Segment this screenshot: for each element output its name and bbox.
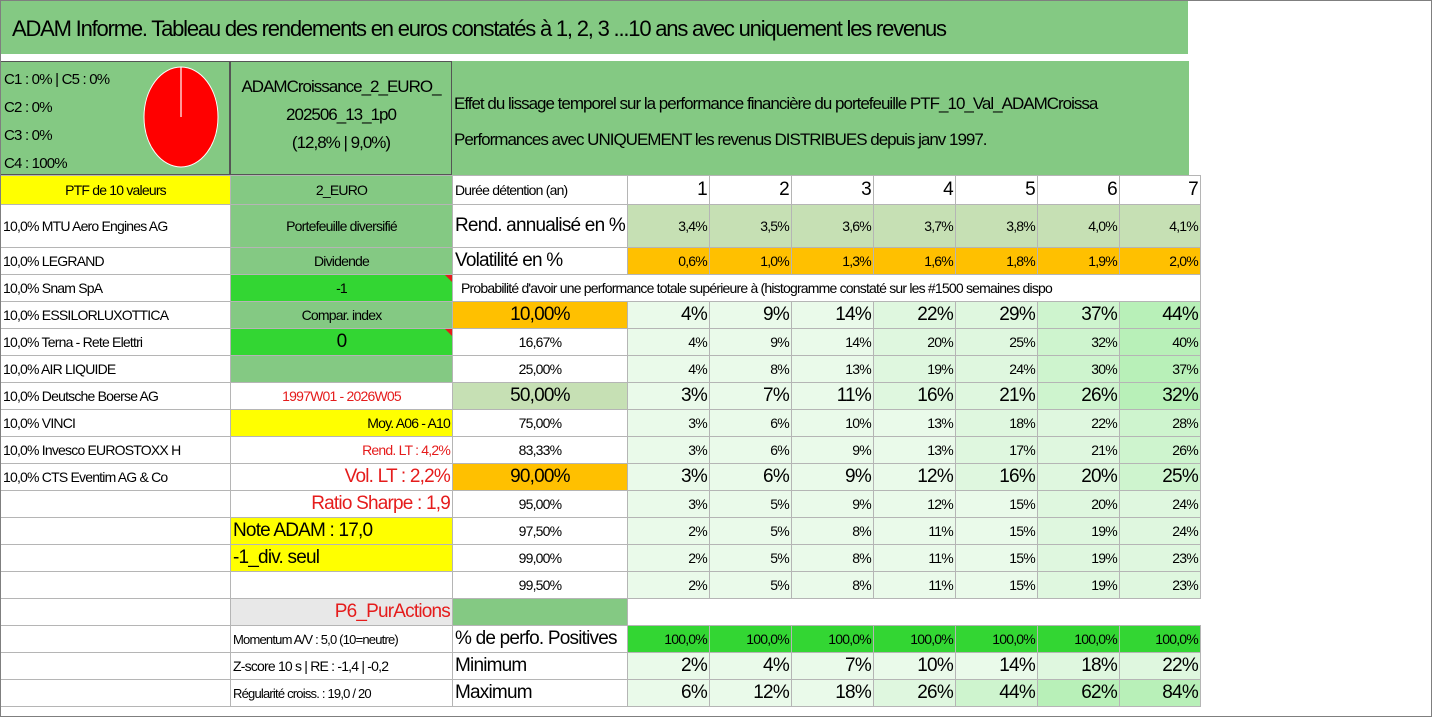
proba-value: 19% (1037, 572, 1119, 599)
proba-threshold: 25,00% (453, 356, 628, 383)
table-row (1, 329, 1201, 356)
vol-value: 0,6% (627, 248, 709, 275)
div-seul-label: -1_div. seul (231, 545, 453, 572)
proba-value: 11% (873, 518, 955, 545)
allocation-line: C2 : 0% (4, 99, 52, 116)
rend-value: 3,7% (873, 205, 955, 248)
empty-cell (1, 626, 231, 653)
min-value: 7% (791, 653, 873, 680)
proba-value: 7% (709, 383, 791, 410)
proba-value: 21% (955, 383, 1037, 410)
vol-value: 1,6% (873, 248, 955, 275)
fund-name-box (230, 61, 452, 175)
year-header: 4 (873, 176, 955, 205)
table-row (1, 356, 1201, 383)
proba-value: 13% (791, 356, 873, 383)
proba-value: 26% (1119, 437, 1200, 464)
proba-threshold: 97,50% (453, 518, 628, 545)
proba-value: 2% (627, 518, 709, 545)
table-row (1, 275, 1201, 302)
table-row (1, 248, 1201, 275)
proba-value: 15% (955, 545, 1037, 572)
rend-value: 4,0% (1037, 205, 1119, 248)
proba-value: 9% (791, 464, 873, 491)
year-header: 2 (709, 176, 791, 205)
empty-cell (1, 518, 231, 545)
proba-value: 6% (709, 464, 791, 491)
empty-cell (453, 599, 628, 626)
proba-threshold: 99,50% (453, 572, 628, 599)
table-row (1, 491, 1201, 518)
year-header: 3 (791, 176, 873, 205)
proba-value: 2% (627, 545, 709, 572)
proba-value: 9% (709, 302, 791, 329)
proba-value: 11% (791, 383, 873, 410)
table-row (1, 572, 1201, 599)
description-box (452, 61, 1189, 175)
proba-value: 15% (955, 491, 1037, 518)
max-value: 84% (1119, 680, 1200, 707)
proba-threshold: 50,00% (453, 383, 628, 410)
proba-value: 22% (1037, 410, 1119, 437)
proba-value: 22% (873, 302, 955, 329)
proba-threshold: 99,00% (453, 545, 628, 572)
min-value: 2% (627, 653, 709, 680)
proba-value: 37% (1037, 302, 1119, 329)
proba-value: 19% (1037, 518, 1119, 545)
proba-value: 11% (873, 572, 955, 599)
duree-label: Durée détention (an) (453, 176, 628, 205)
rend-value: 3,8% (955, 205, 1037, 248)
proba-value: 14% (791, 329, 873, 356)
pos-value: 100,0% (1119, 626, 1200, 653)
note-adam-label: Note ADAM : 17,0 (231, 518, 453, 545)
table-row (1, 437, 1201, 464)
min-value: 4% (709, 653, 791, 680)
proba-value: 11% (873, 545, 955, 572)
proba-value: 15% (955, 518, 1037, 545)
table-row (1, 410, 1201, 437)
table-row (1, 626, 1201, 653)
table-row (1, 383, 1201, 410)
allocation-line: C1 : 0% | C5 : 0% (4, 71, 110, 88)
proba-value: 29% (955, 302, 1037, 329)
rend-value: 3,4% (627, 205, 709, 248)
proba-value: 17% (955, 437, 1037, 464)
proba-value: 3% (627, 410, 709, 437)
vol-value: 1,9% (1037, 248, 1119, 275)
dividende-value: -1 (231, 275, 453, 302)
table-row (1, 545, 1201, 572)
proba-value: 3% (627, 437, 709, 464)
empty-cell (231, 356, 453, 383)
proba-value: 12% (873, 491, 955, 518)
empty-cell (1, 572, 231, 599)
holding-name: 10,0% Invesco EUROSTOXX H (1, 437, 231, 464)
holding-name: 10,0% VINCI (1, 410, 231, 437)
proba-value: 9% (791, 437, 873, 464)
rend-lt-label: Rend. LT : 4,2% (231, 437, 453, 464)
dividende-label: Dividende (231, 248, 453, 275)
proba-value: 20% (1037, 464, 1119, 491)
proba-value: 5% (709, 572, 791, 599)
proba-value: 5% (709, 545, 791, 572)
holding-name: 10,0% Deutsche Boerse AG (1, 383, 231, 410)
max-value: 26% (873, 680, 955, 707)
proba-value: 25% (955, 329, 1037, 356)
proba-value: 23% (1119, 545, 1200, 572)
pos-value: 100,0% (955, 626, 1037, 653)
proba-value: 20% (1037, 491, 1119, 518)
vol-value: 1,3% (791, 248, 873, 275)
pos-value: 100,0% (791, 626, 873, 653)
compar-label: Compar. index (231, 302, 453, 329)
fund-name-line2: 202506_13_1p0 (286, 105, 396, 124)
min-value: 22% (1119, 653, 1200, 680)
proba-threshold: 90,00% (453, 464, 628, 491)
proba-value: 20% (873, 329, 955, 356)
vol-value: 2,0% (1119, 248, 1200, 275)
empty-cell (1, 680, 231, 707)
proba-value: 15% (955, 572, 1037, 599)
pos-value: 100,0% (1037, 626, 1119, 653)
max-value: 6% (627, 680, 709, 707)
proba-threshold: 10,00% (453, 302, 628, 329)
year-header: 6 (1037, 176, 1119, 205)
proba-value: 16% (873, 383, 955, 410)
max-value: 62% (1037, 680, 1119, 707)
year-header: 1 (627, 176, 709, 205)
zscore-label: Z-score 10 s | RE : -1,4 | -0,2 (231, 653, 453, 680)
max-value: 18% (791, 680, 873, 707)
max-value: 44% (955, 680, 1037, 707)
empty-cell (1, 491, 231, 518)
regularite-label: Régularité croiss. : 19,0 / 20 (231, 680, 453, 707)
table-row (1, 205, 1201, 248)
empty-cell (1, 545, 231, 572)
proba-value: 8% (791, 545, 873, 572)
performance-table (0, 175, 1201, 707)
proba-value: 24% (955, 356, 1037, 383)
max-label: Maximum (453, 680, 628, 707)
vol-value: 1,0% (709, 248, 791, 275)
min-value: 18% (1037, 653, 1119, 680)
proba-value: 28% (1119, 410, 1200, 437)
pos-value: 100,0% (709, 626, 791, 653)
table-row (1, 653, 1201, 680)
proba-value: 5% (709, 491, 791, 518)
vol-value: 1,8% (955, 248, 1037, 275)
proba-value: 3% (627, 464, 709, 491)
allocation-pie-chart (143, 66, 219, 168)
proba-value: 37% (1119, 356, 1200, 383)
proba-value: 6% (709, 410, 791, 437)
proba-value: 30% (1037, 356, 1119, 383)
portefeuille-label: Portefeuille diversifié (231, 205, 453, 248)
proba-value: 3% (627, 383, 709, 410)
proba-value: 24% (1119, 518, 1200, 545)
proba-value: 10% (791, 410, 873, 437)
min-value: 14% (955, 653, 1037, 680)
period-label: 1997W01 - 2026W05 (231, 383, 453, 410)
proba-value: 4% (627, 356, 709, 383)
proba-value: 23% (1119, 572, 1200, 599)
allocation-line: C4 : 100% (4, 155, 67, 172)
proba-value: 4% (627, 329, 709, 356)
proba-threshold: 83,33% (453, 437, 628, 464)
page-title: ADAM Informe. Tableau des rendements en euros constatés à 1, 2, 3 ...10 ans avec uniquement les revenus (0, 0, 1189, 54)
proba-value: 9% (791, 491, 873, 518)
proba-value: 32% (1119, 383, 1200, 410)
proba-value: 8% (791, 572, 873, 599)
min-value: 10% (873, 653, 955, 680)
proba-value: 6% (709, 437, 791, 464)
momentum-label: Momentum A/V : 5,0 (10=neutre) (231, 626, 453, 653)
table-row (1, 599, 1201, 626)
moy-label: Moy. A06 - A10 (231, 410, 453, 437)
holding-name: 10,0% LEGRAND (1, 248, 231, 275)
proba-threshold: 75,00% (453, 410, 628, 437)
proba-value: 13% (873, 410, 955, 437)
holding-name: 10,0% ESSILORLUXOTTICA (1, 302, 231, 329)
proba-value: 25% (1119, 464, 1200, 491)
proba-value: 2% (627, 572, 709, 599)
table-row (1, 518, 1201, 545)
proba-value: 21% (1037, 437, 1119, 464)
allocation-line: C3 : 0% (4, 127, 52, 144)
table-header-row (1, 176, 1201, 205)
proba-value: 40% (1119, 329, 1200, 356)
table-row (1, 302, 1201, 329)
table-row (1, 680, 1201, 707)
proba-value: 3% (627, 491, 709, 518)
sharpe-label: Ratio Sharpe : 1,9 (231, 491, 453, 518)
table-row (1, 464, 1201, 491)
holding-name: 10,0% CTS Eventim AG & Co (1, 464, 231, 491)
description-line2: Performances avec UNIQUEMENT les revenus DISTRIBUES depuis janv 1997. (454, 130, 987, 149)
empty-cell (1, 653, 231, 680)
fund-name-line3: (12,8% | 9,0%) (291, 133, 391, 152)
proba-value: 19% (1037, 545, 1119, 572)
proba-value: 9% (709, 329, 791, 356)
probability-label: Probabilité d'avoir une performance totale supérieure à (histogramme constaté sur les #1500 semaines dispo (453, 275, 1201, 302)
year-header: 5 (955, 176, 1037, 205)
holding-name: 10,0% Snam SpA (1, 275, 231, 302)
compar-value: 0 (231, 329, 453, 356)
pos-label: % de perfo. Positives (453, 626, 628, 653)
proba-value: 24% (1119, 491, 1200, 518)
min-label: Minimum (453, 653, 628, 680)
proba-value: 44% (1119, 302, 1200, 329)
rend-value: 3,6% (791, 205, 873, 248)
empty-cell (627, 599, 1200, 626)
proba-value: 5% (709, 518, 791, 545)
proba-value: 8% (709, 356, 791, 383)
description-line1: Effet du lissage temporel sur la performance financière du portefeuille PTF_10_Val_ADAMCroissa (454, 94, 1098, 113)
proba-value: 8% (791, 518, 873, 545)
proba-value: 12% (873, 464, 955, 491)
pos-value: 100,0% (873, 626, 955, 653)
rend-label: Rend. annualisé en % (453, 205, 628, 248)
proba-value: 14% (791, 302, 873, 329)
ptf-label: PTF de 10 valeurs (1, 176, 231, 205)
proba-value: 32% (1037, 329, 1119, 356)
max-value: 12% (709, 680, 791, 707)
vol-label: Volatilité en % (453, 248, 628, 275)
proba-value: 26% (1037, 383, 1119, 410)
pos-value: 100,0% (627, 626, 709, 653)
proba-value: 4% (627, 302, 709, 329)
holding-name: 10,0% AIR LIQUIDE (1, 356, 231, 383)
proba-threshold: 95,00% (453, 491, 628, 518)
vol-lt-label: Vol. LT : 2,2% (231, 464, 453, 491)
year-header: 7 (1119, 176, 1200, 205)
proba-value: 13% (873, 437, 955, 464)
empty-cell (231, 572, 453, 599)
proba-value: 16% (955, 464, 1037, 491)
p6-label: P6_PurActions (231, 599, 453, 626)
holding-name: 10,0% MTU Aero Engines AG (1, 205, 231, 248)
proba-threshold: 16,67% (453, 329, 628, 356)
proba-value: 18% (955, 410, 1037, 437)
currency-label: 2_EURO (231, 176, 453, 205)
rend-value: 4,1% (1119, 205, 1200, 248)
empty-cell (1, 599, 231, 626)
rend-value: 3,5% (709, 205, 791, 248)
fund-name-line1: ADAMCroissance_2_EURO_ (241, 77, 441, 96)
holding-name: 10,0% Terna - Rete Elettri (1, 329, 231, 356)
proba-value: 19% (873, 356, 955, 383)
